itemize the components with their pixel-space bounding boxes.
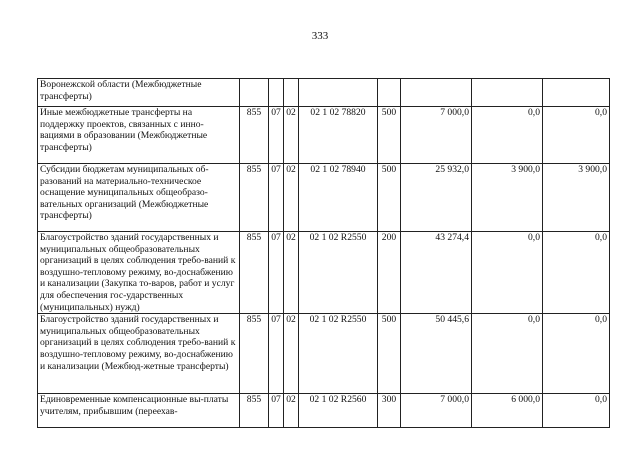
table-row (38, 232, 610, 314)
budget-table (37, 78, 610, 428)
cell-target-article: 02 1 02 78820 (299, 107, 378, 164)
cell-description: Субсидии бюджетам муниципальных об-разований на материально-техническое оснащение муниципальных общеобразо-вательных организаций (Межбюджетные трансферты) (38, 164, 240, 232)
cell-expense-type: 500 (378, 314, 401, 394)
cell-amount-year1: 43 274,4 (401, 232, 472, 314)
cell-amount-year2: 3 900,0 (472, 164, 543, 232)
cell-expense-type: 500 (378, 107, 401, 164)
cell-target-article: 02 1 02 78940 (299, 164, 378, 232)
cell-expense-type: 500 (378, 164, 401, 232)
cell-amount-year3 (543, 79, 610, 107)
cell-amount-year1: 7 000,0 (401, 394, 472, 428)
cell-amount-year1: 50 445,6 (401, 314, 472, 394)
cell-amount-year3: 0,0 (543, 232, 610, 314)
table-row (38, 79, 610, 107)
cell-expense-type (378, 79, 401, 107)
cell-description: Воронежской области (Межбюджетные трансферты) (38, 79, 240, 107)
table-row (38, 394, 610, 428)
cell-description: Единовременные компенсационные вы-платы учителям, прибывшим (переехав- (38, 394, 240, 428)
cell-amount-year2: 0,0 (472, 232, 543, 314)
cell-amount-year1: 25 932,0 (401, 164, 472, 232)
cell-subsection: 02 (284, 232, 299, 314)
cell-amount-year3: 0,0 (543, 107, 610, 164)
cell-subsection: 02 (284, 394, 299, 428)
cell-section: 07 (269, 164, 284, 232)
cell-target-article: 02 1 02 R2560 (299, 394, 378, 428)
cell-subsection: 02 (284, 314, 299, 394)
cell-amount-year1: 7 000,0 (401, 107, 472, 164)
cell-ministry-code (240, 79, 269, 107)
cell-target-article: 02 1 02 R2550 (299, 232, 378, 314)
cell-ministry-code: 855 (240, 164, 269, 232)
cell-section: 07 (269, 232, 284, 314)
cell-section: 07 (269, 394, 284, 428)
table-row (38, 164, 610, 232)
cell-ministry-code: 855 (240, 394, 269, 428)
cell-subsection: 02 (284, 107, 299, 164)
cell-subsection: 02 (284, 164, 299, 232)
cell-amount-year3: 0,0 (543, 314, 610, 394)
cell-amount-year1 (401, 79, 472, 107)
cell-target-article: 02 1 02 R2550 (299, 314, 378, 394)
page-number: 333 (311, 30, 329, 42)
cell-amount-year2: 6 000,0 (472, 394, 543, 428)
table-body (38, 79, 610, 428)
cell-amount-year2: 0,0 (472, 107, 543, 164)
cell-ministry-code: 855 (240, 107, 269, 164)
cell-amount-year3: 3 900,0 (543, 164, 610, 232)
cell-description: Благоустройство зданий государственных и муниципальных общеобразовательных организаций в целях соблюдения требо-ваний к воздушно-тепловому режиму, во-доснабжению и канализации (Межбюд-жетные трансферты) (38, 314, 240, 394)
cell-amount-year2 (472, 79, 543, 107)
cell-subsection (284, 79, 299, 107)
cell-amount-year3: 0,0 (543, 394, 610, 428)
table-row (38, 314, 610, 394)
cell-description: Благоустройство зданий государственных и муниципальных общеобразовательных организаций в целях соблюдения требо-ваний к воздушно-тепловому режиму, во-доснабжению и канализации (Закупка то-варов, работ и услуг для обеспечения гос-ударственных (муниципальных) нужд) (38, 232, 240, 314)
cell-description: Иные межбюджетные трансферты на поддержку проектов, связанных с инно-вациями в образовании (Межбюджетные трансферты) (38, 107, 240, 164)
cell-ministry-code: 855 (240, 314, 269, 394)
cell-section: 07 (269, 107, 284, 164)
cell-target-article (299, 79, 378, 107)
cell-expense-type: 200 (378, 232, 401, 314)
cell-expense-type: 300 (378, 394, 401, 428)
table-row (38, 107, 610, 164)
cell-section (269, 79, 284, 107)
cell-ministry-code: 855 (240, 232, 269, 314)
cell-amount-year2: 0,0 (472, 314, 543, 394)
cell-section: 07 (269, 314, 284, 394)
